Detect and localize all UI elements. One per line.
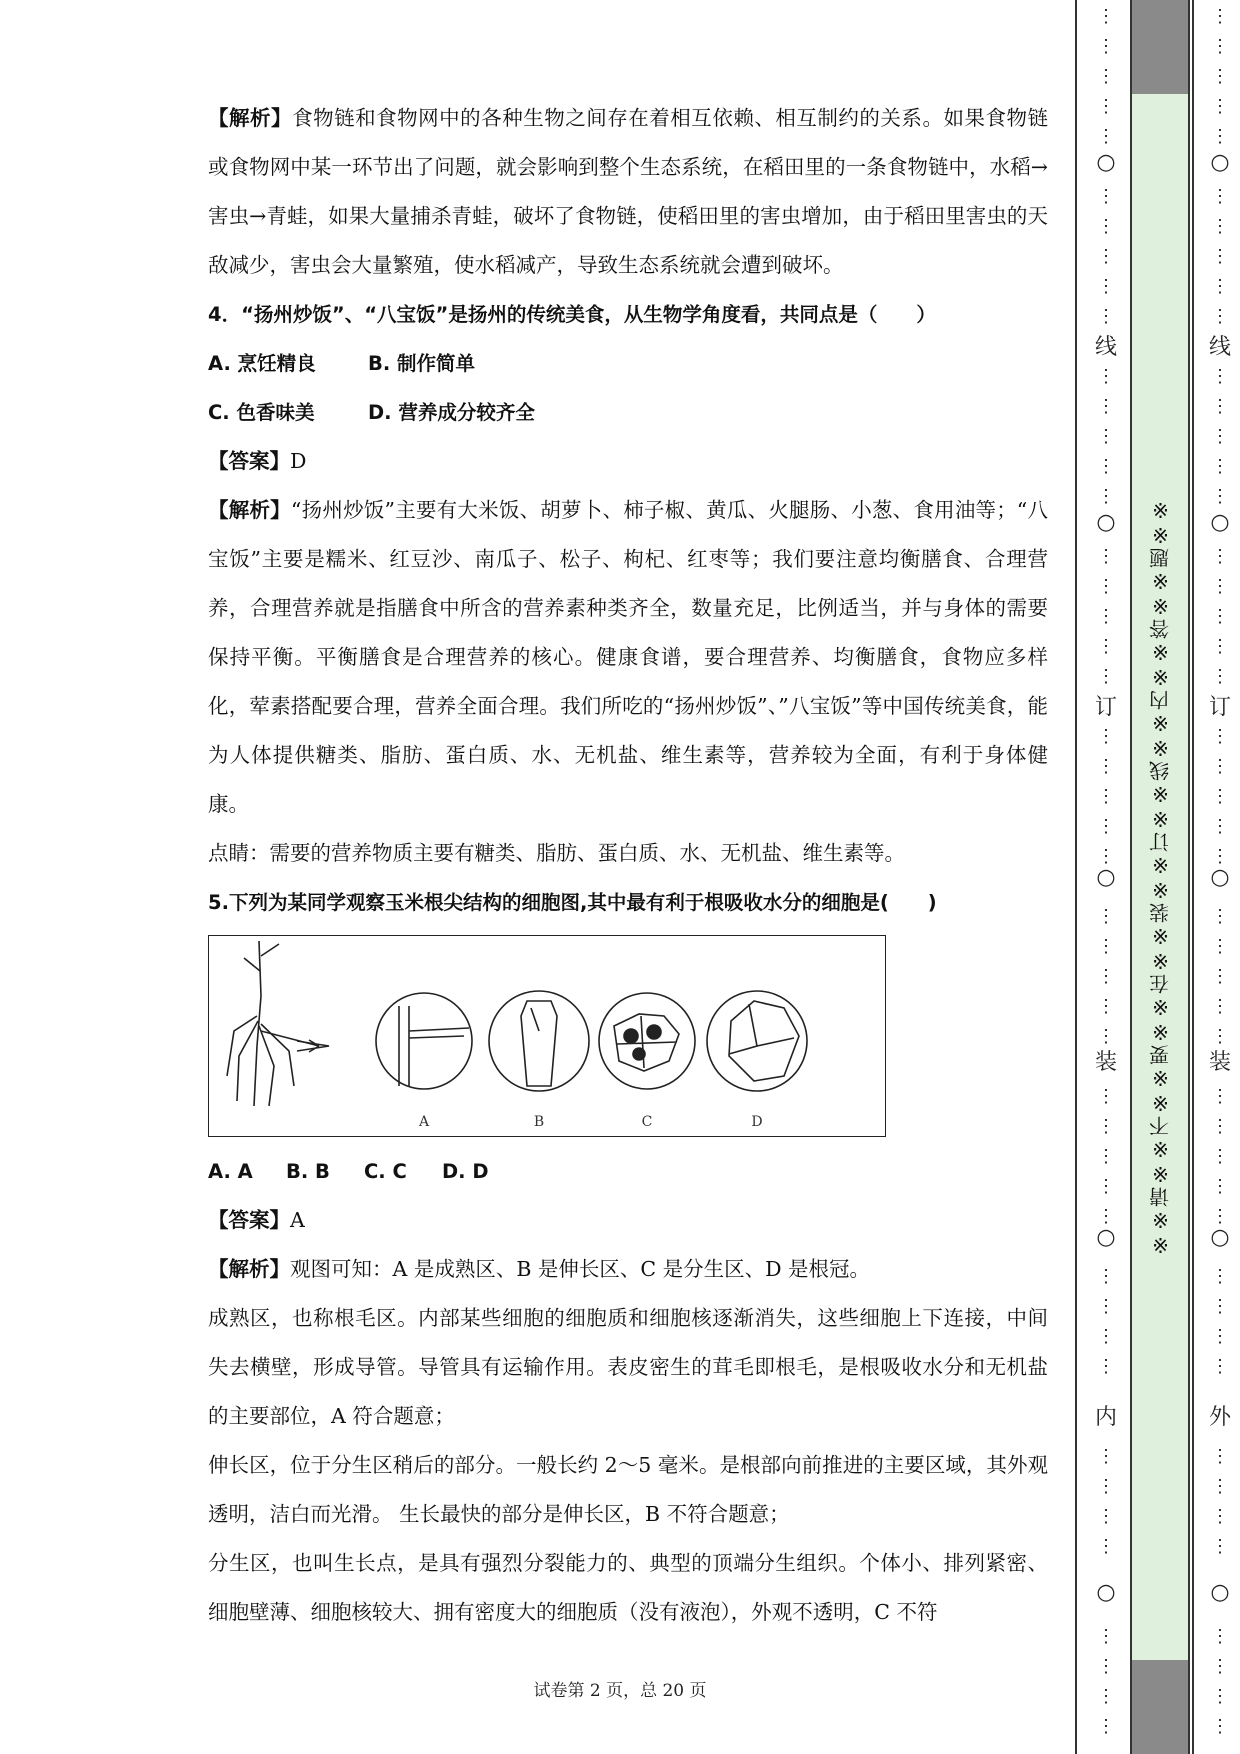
analysis-q3: 【解析】食物链和食物网中的各种生物之间存在着相互依赖、相互制约的关系。如果食物链或食物网中某一环节出了问题，就会影响到整个生态系统，在稻田里的一条食物链中，水稻→害虫→青蛙，如果大量捕杀青蛙，破坏了食物链，使稻田里的害虫增加，由于稻田里害虫的天敌减少，害虫会大量繁殖，使水稻减产，导致生态系统就会遭到破坏。 (208, 106, 1049, 277)
circle-b (489, 991, 589, 1091)
binding-dots: ⋮ (1211, 756, 1229, 777)
binding-col-inner (1076, 0, 1136, 1754)
binding-dots: ⋮ (1097, 846, 1115, 867)
question-4-options-cd (208, 388, 1048, 437)
binding-dots: ⋮ (1211, 846, 1229, 867)
question-4-options-ab (208, 339, 1048, 388)
binding-line-char: 线 (1094, 335, 1117, 360)
q4-option-b: B. 制作简单 (368, 352, 476, 375)
binding-dots: ⋮ (1211, 576, 1229, 597)
binding-dots: ⋮ (1097, 546, 1115, 567)
binding-dots: ⋮ (1211, 216, 1229, 237)
page-footer: 试卷第 2 页，总 20 页 (533, 1681, 707, 1701)
binding-dots: ⋮ (1211, 1026, 1229, 1047)
binding-dots: ⋮ (1211, 1206, 1229, 1227)
q5-option-b: B. B (286, 1160, 330, 1183)
binding-dots: ⋮ (1097, 426, 1115, 447)
binding-dots: ⋮ (1097, 666, 1115, 687)
binding-dots: ⋮ (1211, 1716, 1229, 1737)
binding-dots: ⋮ (1211, 1626, 1229, 1647)
binding-dots: ⋮ (1097, 1296, 1115, 1317)
binding-dots: ⋮ (1211, 786, 1229, 807)
binding-dots: ⋮ (1211, 546, 1229, 567)
binding-dots: ⋮ (1097, 1176, 1115, 1197)
binding-dots: ⋮ (1211, 966, 1229, 987)
binding-dots: ⋮ (1211, 636, 1229, 657)
binding-dots: ⋮ (1097, 936, 1115, 957)
q5-option-c: C. C (364, 1160, 407, 1183)
binding-dots: ⋮ (1097, 486, 1115, 507)
binding-dots: ⋮ (1211, 1146, 1229, 1167)
binding-dots: ⋮ (1097, 576, 1115, 597)
binding-circle: ○ (1210, 1225, 1230, 1250)
binding-gray-top (1130, 0, 1190, 94)
binding-dots: ⋮ (1097, 996, 1115, 1017)
q4-option-a: A. 烹饪精良 (208, 352, 316, 375)
binding-dots: ⋮ (1097, 1686, 1115, 1707)
binding-outer-char: 外 (1208, 1405, 1231, 1430)
binding-gray-bottom (1130, 1660, 1190, 1754)
cell-b-elongated (521, 1001, 557, 1086)
binding-dots: ⋮ (1211, 96, 1229, 117)
binding-dots: ⋮ (1097, 756, 1115, 777)
q5-analysis-para3: 分生区，也叫生长点，是具有强烈分裂能力的、典型的顶端分生组织。个体小、排列紧密、细胞壁薄、细胞核较大、拥有密度大的细胞质（没有液泡），外观不透明，C 不符 (208, 1551, 1048, 1624)
binding-dots: ⋮ (1097, 1026, 1115, 1047)
binding-dots: ⋮ (1097, 786, 1115, 807)
binding-dots: ⋮ (1097, 1656, 1115, 1677)
binding-dots: ⋮ (1211, 1356, 1229, 1377)
binding-dots: ⋮ (1097, 66, 1115, 87)
binding-dots: ⋮ (1097, 1716, 1115, 1737)
binding-circle: ○ (1096, 1225, 1116, 1250)
figure-label-d: D (751, 1114, 763, 1130)
binding-dots: ⋮ (1097, 396, 1115, 417)
cell-c-meristem (614, 1014, 679, 1071)
cell-d-rootcap (729, 1001, 799, 1081)
binding-dots: ⋮ (1211, 1686, 1229, 1707)
binding-dots: ⋮ (1097, 606, 1115, 627)
binding-dots: ⋮ (1097, 366, 1115, 387)
binding-dots: ⋮ (1097, 1146, 1115, 1167)
binding-dots: ⋮ (1211, 6, 1229, 27)
q4-option-d: D. 营养成分较齐全 (368, 401, 535, 424)
root-tip-figure (208, 935, 886, 1137)
binding-dots: ⋮ (1097, 96, 1115, 117)
binding-dots: ⋮ (1211, 126, 1229, 147)
binding-dots: ⋮ (1097, 1626, 1115, 1647)
binding-dots: ⋮ (1211, 1476, 1229, 1497)
circle-c (599, 993, 695, 1089)
binding-order-char: 订 (1208, 695, 1231, 720)
circle-a (376, 993, 472, 1089)
binding-circle: ○ (1096, 1580, 1116, 1605)
binding-circle: ○ (1210, 865, 1230, 890)
binding-dots: ⋮ (1097, 306, 1115, 327)
q4-option-c: C. 色香味美 (208, 401, 315, 424)
binding-order-char: 订 (1094, 695, 1117, 720)
binding-dots: ⋮ (1097, 1326, 1115, 1347)
binding-inner-char: 内 (1094, 1405, 1117, 1430)
q5-analysis-intro: 【解析】观图可知：A 是成熟区、B 是伸长区、C 是分生区、D 是根冠。 (208, 1257, 871, 1281)
q4-answer: 【答案】D (208, 449, 307, 473)
binding-dots: ⋮ (1211, 66, 1229, 87)
binding-dots: ⋮ (1211, 1446, 1229, 1467)
binding-col-outer (1190, 0, 1240, 1754)
binding-dots: ⋮ (1211, 366, 1229, 387)
binding-circle: ○ (1096, 150, 1116, 175)
binding-dots: ⋮ (1211, 666, 1229, 687)
binding-dots: ⋮ (1097, 1266, 1115, 1287)
binding-dots: ⋮ (1097, 216, 1115, 237)
q4-tip: 点睛：需要的营养物质主要有糖类、脂肪、蛋白质、水、无机盐、维生素等。 (208, 841, 905, 865)
binding-dots: ⋮ (1211, 306, 1229, 327)
binding-circle: ○ (1096, 865, 1116, 890)
binding-circle: ○ (1210, 1580, 1230, 1605)
q4-analysis: 【解析】“扬州炒饭”主要有大米饭、胡萝卜、柿子椒、黄瓜、火腿肠、小葱、食用油等；“八宝饭”主要是糯米、红豆沙、南瓜子、松子、枸杞、红枣等；我们要注意均衡膳食、合理营养，合理营养就是指膳食中所含的营养素种类齐全，数量充足，比例适当，并与身体的需要保持平衡。平衡膳食是合理营养的核心。健康食谱，要合理营养、均衡膳食，食物应多样化，荤素搭配要合理，营养全面合理。我们所吃的“扬州炒饭”、”八宝饭”等中国传统美食，能为人体提供糖类、脂肪、蛋白质、水、无机盐、维生素等，营养较为全面，有利于身体健康。 (208, 498, 1048, 816)
binding-dots: ⋮ (1097, 726, 1115, 747)
binding-dots: ⋮ (1211, 1266, 1229, 1287)
binding-dots: ⋮ (1211, 396, 1229, 417)
figure-label-c: C (641, 1114, 653, 1130)
binding-line-char: 线 (1208, 335, 1231, 360)
binding-dots: ⋮ (1097, 1536, 1115, 1557)
q5-analysis-para1: 成熟区，也称根毛区。内部某些细胞的细胞质和细胞核逐渐消失，这些细胞上下连接，中间失去横壁，形成导管。导管具有运输作用。表皮密生的茸毛即根毛，是根吸收水分和无机盐的主要部位，A 符合题意； (208, 1306, 1048, 1428)
q5-option-a: A. A (208, 1160, 253, 1183)
binding-circle: ○ (1096, 510, 1116, 535)
binding-dots: ⋮ (1097, 6, 1115, 27)
binding-bind-char: 装 (1208, 1050, 1231, 1075)
binding-dots: ⋮ (1211, 1116, 1229, 1137)
binding-dots: ⋮ (1211, 1296, 1229, 1317)
binding-dots: ⋮ (1211, 456, 1229, 477)
figure-label-b: B (533, 1114, 545, 1130)
binding-circle: ○ (1210, 510, 1230, 535)
question-5-stem: 5.下列为某同学观察玉米根尖结构的细胞图,其中最有利于根吸收水分的细胞是( ) (208, 891, 937, 914)
q5-analysis-para2: 伸长区，位于分生区稍后的部分。一般长约 2～5 毫米。是根部向前推进的主要区域，其外观透明，洁白而光滑。 生长最快的部分是伸长区，B 不符合题意； (208, 1453, 1048, 1526)
page-content (208, 94, 1048, 1637)
binding-dots: ⋮ (1211, 1086, 1229, 1107)
binding-dots: ⋮ (1097, 1086, 1115, 1107)
binding-dots: ⋮ (1097, 1116, 1115, 1137)
binding-dots: ⋮ (1211, 906, 1229, 927)
binding-dots: ⋮ (1097, 126, 1115, 147)
corn-root-sketch (227, 941, 329, 1106)
binding-dots: ⋮ (1211, 726, 1229, 747)
binding-dots: ⋮ (1097, 456, 1115, 477)
binding-dots: ⋮ (1211, 1656, 1229, 1677)
root-tip-drawing (209, 936, 885, 1136)
binding-dots: ⋮ (1211, 936, 1229, 957)
binding-warning-text: ※※请※※不※※要※※在※※装※※订※※线※※内※※答※※题※※ (1148, 497, 1173, 1257)
binding-dots: ⋮ (1097, 906, 1115, 927)
binding-bind-char: 装 (1094, 1050, 1117, 1075)
binding-dots: ⋮ (1211, 1506, 1229, 1527)
binding-dots: ⋮ (1097, 186, 1115, 207)
circle-d (707, 991, 807, 1091)
binding-dots: ⋮ (1211, 186, 1229, 207)
binding-dots: ⋮ (1211, 246, 1229, 267)
binding-dots: ⋮ (1211, 1326, 1229, 1347)
binding-dots: ⋮ (1211, 276, 1229, 297)
binding-dots: ⋮ (1097, 246, 1115, 267)
figure-label-a: A (418, 1114, 430, 1130)
binding-circle: ○ (1210, 150, 1230, 175)
binding-dots: ⋮ (1211, 36, 1229, 57)
binding-dots: ⋮ (1211, 996, 1229, 1017)
binding-dots: ⋮ (1211, 816, 1229, 837)
binding-dots: ⋮ (1211, 1536, 1229, 1557)
binding-dots: ⋮ (1211, 426, 1229, 447)
binding-dots: ⋮ (1097, 1446, 1115, 1467)
binding-dots: ⋮ (1211, 1176, 1229, 1197)
question-5-options (208, 1147, 1048, 1196)
binding-dots: ⋮ (1211, 606, 1229, 627)
binding-dots: ⋮ (1097, 1476, 1115, 1497)
binding-dots: ⋮ (1211, 486, 1229, 507)
binding-dots: ⋮ (1097, 816, 1115, 837)
binding-dots: ⋮ (1097, 966, 1115, 987)
binding-dots: ⋮ (1097, 636, 1115, 657)
q5-answer: 【答案】A (208, 1208, 305, 1232)
binding-dots: ⋮ (1097, 1506, 1115, 1527)
binding-dots: ⋮ (1097, 1356, 1115, 1377)
q5-option-d: D. D (442, 1160, 489, 1183)
binding-dots: ⋮ (1097, 36, 1115, 57)
question-4-stem: 4．“扬州炒饭”、“八宝饭”是扬州的传统美食，从生物学角度看，共同点是（ ） (208, 303, 936, 326)
binding-dots: ⋮ (1097, 276, 1115, 297)
binding-dots: ⋮ (1097, 1206, 1115, 1227)
